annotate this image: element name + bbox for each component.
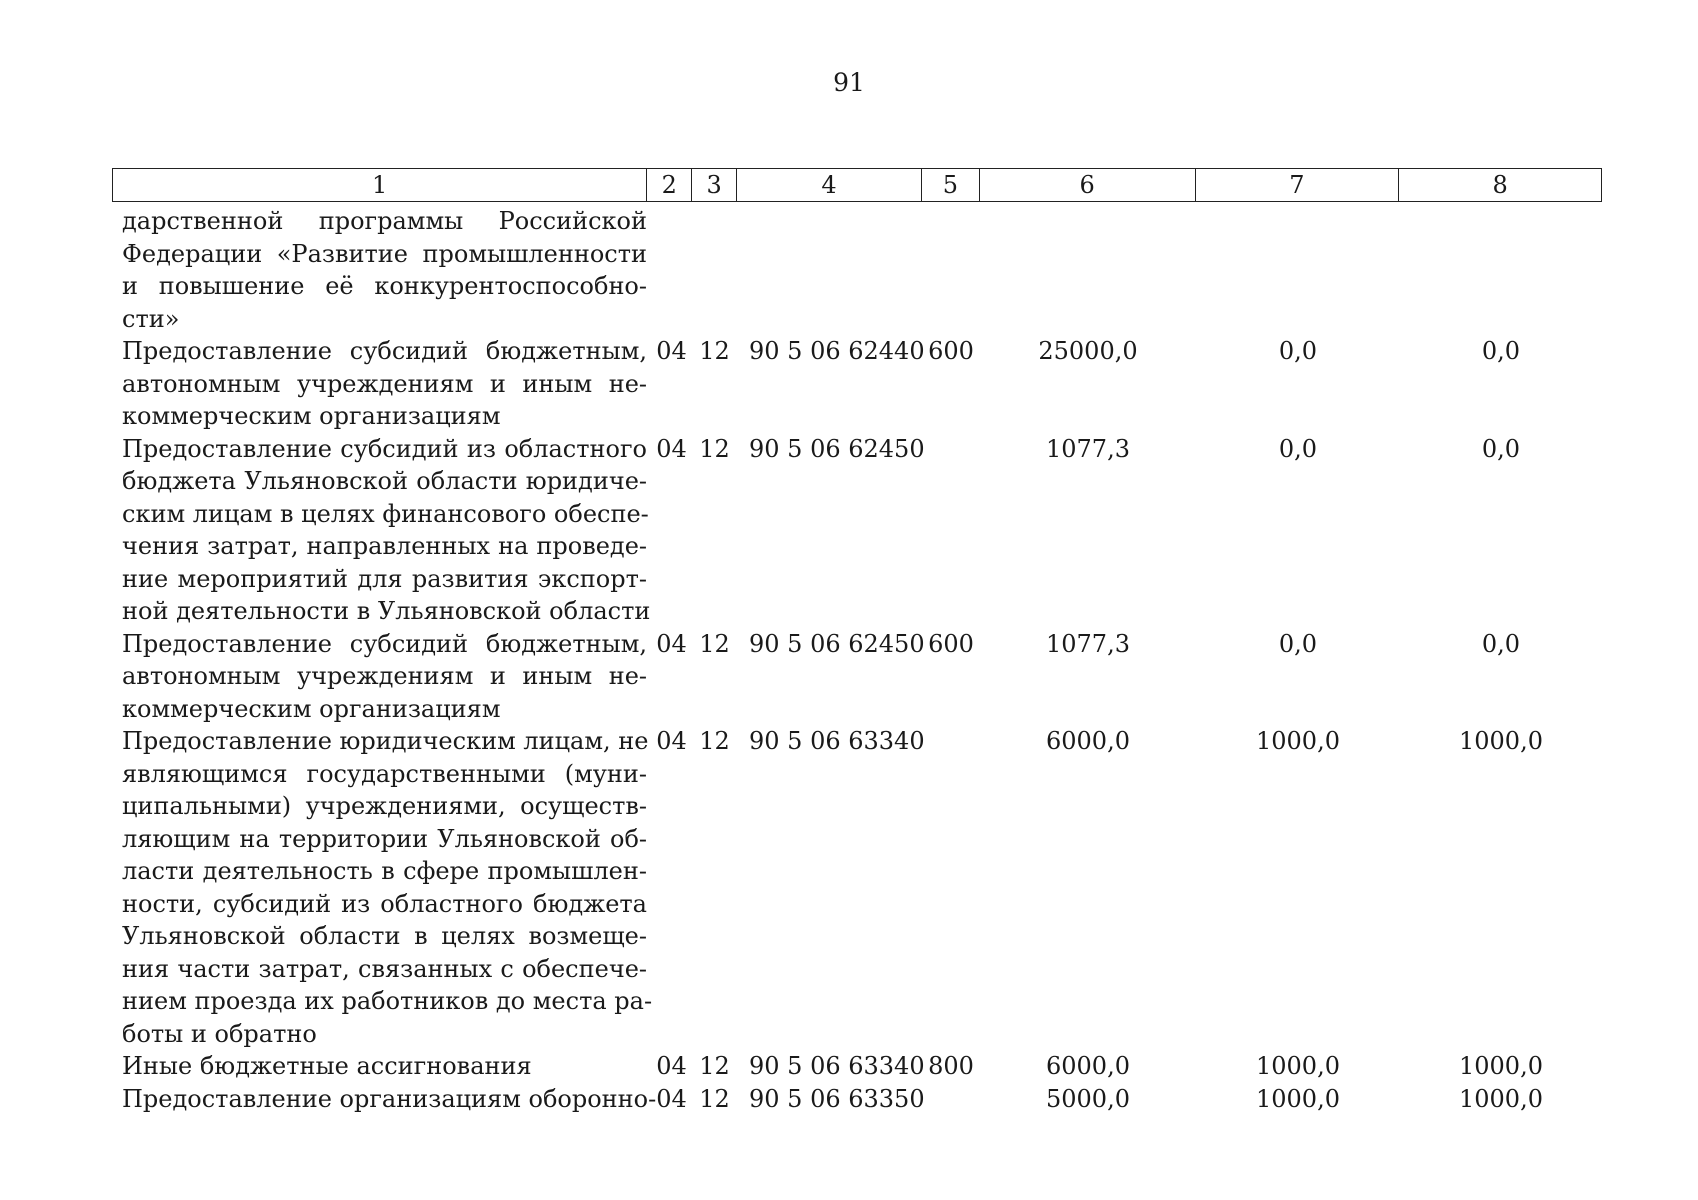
cell-c4: 90 5 06 63340 [749, 727, 925, 755]
row-description [112, 1050, 647, 1083]
row-description [112, 1083, 657, 1116]
description-line: ния части затрат, связанных с обеспече- [122, 954, 647, 983]
cell-c8: 1000,0 [1459, 1052, 1543, 1080]
table-row [112, 628, 1602, 726]
cell-c5: 600 [928, 629, 974, 658]
cell-c3: 12 [699, 434, 730, 463]
description-line: ским лицам в целях финансового обеспе- [122, 499, 649, 528]
description-line: и повышение её конкурентоспособно- [122, 272, 647, 300]
cell-c5: 800 [928, 1052, 974, 1080]
cell-c4: 90 5 06 63340 [749, 1052, 925, 1080]
description-line: Иные бюджетные ассигнования [122, 1052, 532, 1080]
row-description [112, 335, 647, 433]
header-col-4: 4 [737, 169, 922, 201]
cell-c7: 1000,0 [1256, 727, 1340, 755]
header-col-2: 2 [647, 169, 692, 201]
cell-c4: 90 5 06 62440 [749, 337, 925, 365]
description-line: автономным учреждениям и иным не- [122, 369, 647, 398]
cell-c7: 0,0 [1278, 629, 1318, 658]
page-number: 91 [833, 68, 865, 97]
table-row [112, 205, 1602, 335]
table-row [112, 335, 1602, 433]
description-line: чения затрат, направленных на проведе- [122, 532, 647, 560]
header-col-3: 3 [692, 169, 737, 201]
cell-c3: 12 [699, 727, 730, 755]
description-line: ной деятельности в Ульяновской области [122, 597, 651, 625]
description-line: Предоставление организациям оборонно- [122, 1084, 657, 1113]
cell-c2: 04 [656, 727, 687, 755]
cell-c7: 0,0 [1278, 337, 1318, 365]
description-line: сти» [122, 304, 180, 333]
description-line: ности, субсидий из областного бюджета [122, 889, 647, 918]
description-line: Предоставление субсидий бюджетным, [122, 337, 647, 365]
cell-c2: 04 [656, 434, 687, 463]
cell-c6: 1077,3 [1046, 434, 1130, 463]
cell-c2: 04 [656, 629, 687, 658]
description-line: Ульяновской области в целях возмеще- [122, 922, 647, 950]
cell-c7: 0,0 [1278, 434, 1318, 463]
cell-c3: 12 [699, 337, 730, 365]
header-col-5: 5 [922, 169, 980, 201]
cell-c7: 1000,0 [1256, 1052, 1340, 1080]
cell-c6: 25000,0 [1038, 337, 1138, 365]
header-col-1: 1 [113, 169, 647, 201]
cell-c3: 12 [699, 1084, 730, 1113]
cell-c3: 12 [699, 1052, 730, 1080]
cell-c2: 04 [656, 1084, 687, 1113]
row-description [112, 433, 651, 628]
row-description [112, 205, 647, 335]
description-line: ласти деятельность в сфере промышлен- [122, 857, 647, 885]
cell-c4: 90 5 06 62450 [749, 629, 925, 658]
table-row [112, 1083, 1602, 1116]
cell-c2: 04 [656, 1052, 687, 1080]
cell-c2: 04 [656, 337, 687, 365]
description-line: бюджета Ульяновской области юридиче- [122, 467, 647, 495]
description-line: коммерческим организациям [122, 402, 501, 430]
cell-c6: 5000,0 [1046, 1084, 1130, 1113]
description-line: ляющим на территории Ульяновской об- [122, 824, 647, 853]
table-row [112, 433, 1602, 628]
cell-c8: 0,0 [1481, 434, 1521, 463]
description-line: автономным учреждениям и иным не- [122, 662, 647, 690]
description-line: Предоставление субсидий бюджетным, [122, 629, 647, 658]
row-description [112, 628, 647, 726]
cell-c4: 90 5 06 62450 [749, 434, 925, 463]
cell-c4: 90 5 06 63350 [749, 1084, 925, 1113]
table-row [112, 1050, 1602, 1083]
description-line: Предоставление субсидий из областного [122, 434, 647, 463]
row-description [112, 725, 653, 1050]
description-line: являющимся государственными (муни- [122, 759, 647, 788]
table-header [112, 168, 1602, 202]
description-line: нием проезда их работников до места ра- [122, 987, 653, 1015]
description-line: боты и обратно [122, 1019, 317, 1048]
cell-c6: 6000,0 [1046, 1052, 1130, 1080]
cell-c6: 6000,0 [1046, 727, 1130, 755]
description-line: Предоставление юридическим лицам, не [122, 727, 649, 755]
description-line: коммерческим организациям [122, 694, 501, 723]
cell-c8: 0,0 [1481, 629, 1521, 658]
cell-c7: 1000,0 [1256, 1084, 1340, 1113]
cell-c3: 12 [699, 629, 730, 658]
header-col-8: 8 [1492, 171, 1508, 199]
header-col-6: 6 [980, 169, 1196, 201]
description-line: дарственной программы Российской [122, 207, 647, 235]
cell-c6: 1077,3 [1046, 629, 1130, 658]
description-line: Федерации «Развитие промышленности [122, 239, 647, 268]
table-row [112, 725, 1602, 1050]
description-line: ципальными) учреждениями, осуществ- [122, 792, 647, 820]
description-line: ние мероприятий для развития экспорт- [122, 564, 647, 593]
cell-c5: 600 [928, 337, 974, 365]
table-body [112, 205, 1602, 1115]
cell-c8: 1000,0 [1459, 727, 1543, 755]
header-col-7: 7 [1196, 169, 1400, 201]
cell-c8: 0,0 [1481, 337, 1521, 365]
cell-c8: 1000,0 [1459, 1084, 1543, 1113]
